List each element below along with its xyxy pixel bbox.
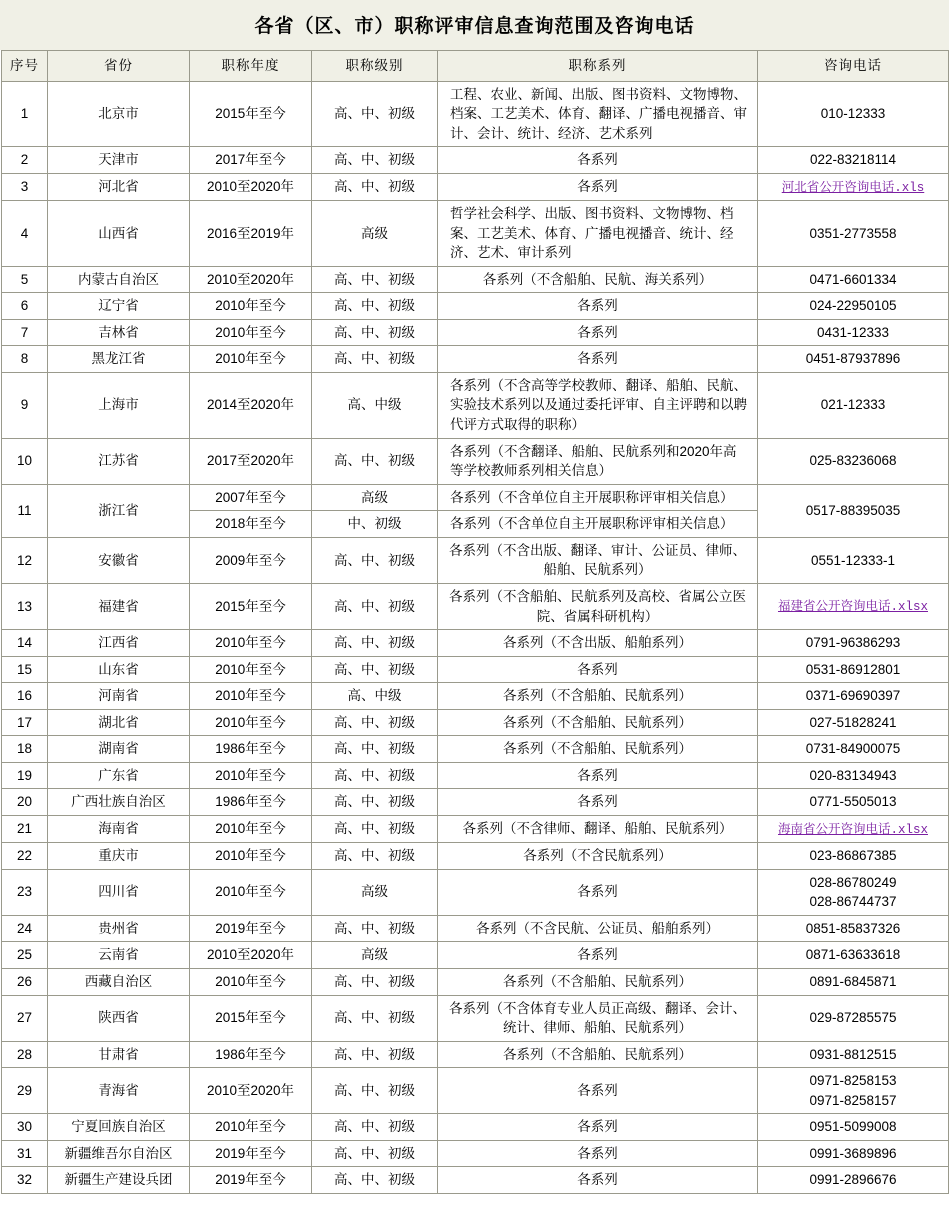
cell-province: 天津市 (48, 147, 190, 174)
cell-no: 16 (2, 683, 48, 710)
phone-number: 020-83134943 (809, 767, 897, 783)
cell-year: 2010年至今 (190, 683, 312, 710)
cell-no: 32 (2, 1167, 48, 1194)
cell-year: 2009年至今 (190, 537, 312, 583)
phone-number: 029-87285575 (809, 1010, 897, 1026)
cell-phone (758, 1114, 949, 1141)
cell-province: 贵州省 (48, 915, 190, 942)
cell-level: 高、中级 (312, 372, 438, 438)
table-row (2, 346, 949, 373)
phone-number: 0771-5505013 (809, 794, 897, 810)
cell-level: 高、中、初级 (312, 1041, 438, 1068)
cell-year: 2010年至今 (190, 762, 312, 789)
cell-year: 2010年至今 (190, 293, 312, 320)
cell-level: 高、中、初级 (312, 537, 438, 583)
cell-phone (758, 995, 949, 1041)
cell-series: 各系列（不含船舶、民航系列） (438, 1041, 758, 1068)
cell-level: 中、初级 (312, 511, 438, 538)
cell-no: 1 (2, 81, 48, 147)
cell-phone (758, 656, 949, 683)
cell-series: 各系列（不含船舶、民航、海关系列） (438, 266, 758, 293)
cell-series: 各系列 (438, 762, 758, 789)
phone-number: 0971-8258153 (809, 1073, 897, 1089)
cell-series: 各系列 (438, 869, 758, 915)
cell-no: 23 (2, 869, 48, 915)
cell-series: 各系列（不含船舶、民航系列） (438, 968, 758, 995)
phone-number: 0371-69690397 (805, 688, 901, 704)
column-header-phone: 咨询电话 (758, 51, 949, 82)
cell-phone[interactable] (758, 173, 949, 200)
phone-number: 0451-87937896 (805, 351, 901, 367)
cell-level: 高级 (312, 942, 438, 969)
cell-no: 4 (2, 200, 48, 266)
cell-series: 各系列 (438, 1167, 758, 1194)
column-header-level: 职称级别 (312, 51, 438, 82)
phone-number: 0951-5099008 (809, 1119, 897, 1135)
table-row (2, 583, 949, 629)
cell-level: 高、中、初级 (312, 1140, 438, 1167)
cell-year: 2010年至今 (190, 656, 312, 683)
cell-series: 各系列（不含船舶、民航系列） (438, 709, 758, 736)
column-header-no: 序号 (2, 51, 48, 82)
cell-province: 北京市 (48, 81, 190, 147)
cell-level: 高、中、初级 (312, 81, 438, 147)
cell-phone (758, 709, 949, 736)
cell-phone (758, 942, 949, 969)
cell-no: 13 (2, 583, 48, 629)
cell-phone (758, 293, 949, 320)
cell-no: 19 (2, 762, 48, 789)
cell-province: 西藏自治区 (48, 968, 190, 995)
cell-year: 2017年至今 (190, 147, 312, 174)
cell-province: 安徽省 (48, 537, 190, 583)
cell-level: 高、中、初级 (312, 762, 438, 789)
cell-level: 高、中、初级 (312, 995, 438, 1041)
cell-level: 高、中、初级 (312, 915, 438, 942)
cell-series: 各系列（不含律师、翻译、船舶、民航系列） (438, 816, 758, 843)
cell-level: 高级 (312, 200, 438, 266)
cell-no: 14 (2, 630, 48, 657)
cell-series: 各系列 (438, 1114, 758, 1141)
table-row (2, 736, 949, 763)
cell-level: 高、中、初级 (312, 630, 438, 657)
cell-phone (758, 346, 949, 373)
cell-year: 2010年至今 (190, 1114, 312, 1141)
cell-province: 河南省 (48, 683, 190, 710)
cell-year: 2010年至今 (190, 869, 312, 915)
cell-year: 2010年至今 (190, 843, 312, 870)
cell-no: 5 (2, 266, 48, 293)
table-row (2, 968, 949, 995)
cell-province: 上海市 (48, 372, 190, 438)
table-row (2, 942, 949, 969)
cell-phone (758, 484, 949, 537)
cell-series: 各系列 (438, 173, 758, 200)
table-header-row (2, 51, 949, 82)
cell-phone (758, 81, 949, 147)
table-row (2, 995, 949, 1041)
table-row (2, 843, 949, 870)
cell-series: 各系列（不含翻译、船舶、民航系列和2020年高等学校教师系列相关信息） (438, 438, 758, 484)
cell-year: 1986年至今 (190, 789, 312, 816)
cell-no: 11 (2, 484, 48, 537)
cell-year: 2010年至今 (190, 346, 312, 373)
phone-number: 0851-85837326 (805, 920, 901, 936)
table-row (2, 1140, 949, 1167)
table-row (2, 147, 949, 174)
cell-phone (758, 968, 949, 995)
cell-level: 高、中、初级 (312, 656, 438, 683)
cell-level: 高、中级 (312, 683, 438, 710)
table-row (2, 915, 949, 942)
cell-phone (758, 683, 949, 710)
cell-no: 22 (2, 843, 48, 870)
cell-series: 各系列（不含高等学校教师、翻译、船舶、民航、实验技术系列以及通过委托评审、自主评聘和以聘代评方式取得的职称） (438, 372, 758, 438)
cell-province: 广东省 (48, 762, 190, 789)
table-row (2, 372, 949, 438)
cell-year: 2015年至今 (190, 81, 312, 147)
phone-number-secondary: 0971-8258157 (809, 1092, 897, 1108)
cell-phone (758, 630, 949, 657)
cell-level: 高、中、初级 (312, 816, 438, 843)
cell-series: 各系列（不含出版、翻译、审计、公证员、律师、船舶、民航系列） (438, 537, 758, 583)
cell-no: 2 (2, 147, 48, 174)
column-header-series: 职称系列 (438, 51, 758, 82)
table-row (2, 816, 949, 843)
cell-no: 20 (2, 789, 48, 816)
table-row (2, 81, 949, 147)
cell-year: 2010年至今 (190, 319, 312, 346)
cell-level: 高、中、初级 (312, 789, 438, 816)
cell-phone (758, 789, 949, 816)
cell-level: 高、中、初级 (312, 266, 438, 293)
phone-number: 0991-3689896 (809, 1145, 897, 1161)
cell-phone[interactable] (758, 583, 949, 629)
cell-level: 高、中、初级 (312, 843, 438, 870)
cell-series: 各系列 (438, 1068, 758, 1114)
cell-year: 2019年至今 (190, 915, 312, 942)
cell-year: 2010年至今 (190, 968, 312, 995)
cell-no: 27 (2, 995, 48, 1041)
phone-number: 021-12333 (820, 397, 886, 413)
column-header-province: 省份 (48, 51, 190, 82)
cell-level: 高、中、初级 (312, 736, 438, 763)
table-row (2, 1068, 949, 1114)
cell-phone (758, 736, 949, 763)
cell-level: 高、中、初级 (312, 709, 438, 736)
phone-number: 0991-2896676 (809, 1172, 897, 1188)
table-row (2, 266, 949, 293)
cell-phone (758, 372, 949, 438)
cell-level: 高、中、初级 (312, 968, 438, 995)
cell-phone (758, 1140, 949, 1167)
cell-province: 甘肃省 (48, 1041, 190, 1068)
cell-no: 31 (2, 1140, 48, 1167)
phone-list-link[interactable]: 福建省公开咨询电话.xlsx (777, 600, 928, 615)
cell-no: 25 (2, 942, 48, 969)
cell-no: 28 (2, 1041, 48, 1068)
cell-series: 各系列（不含船舶、民航系列） (438, 736, 758, 763)
cell-province: 新疆生产建设兵团 (48, 1167, 190, 1194)
phone-number: 0871-63633618 (805, 947, 901, 963)
column-header-year: 职称年度 (190, 51, 312, 82)
cell-phone (758, 537, 949, 583)
table-row (2, 762, 949, 789)
cell-phone (758, 200, 949, 266)
table-row (2, 709, 949, 736)
cell-province: 福建省 (48, 583, 190, 629)
phone-list-link[interactable]: 海南省公开咨询电话.xlsx (777, 823, 928, 837)
cell-phone (758, 438, 949, 484)
cell-phone (758, 1167, 949, 1194)
cell-year: 1986年至今 (190, 1041, 312, 1068)
phone-number: 0731-84900075 (805, 741, 901, 757)
cell-level: 高、中、初级 (312, 438, 438, 484)
cell-phone (758, 869, 949, 915)
phone-number: 0891-6845871 (809, 973, 897, 989)
cell-year: 2010年至今 (190, 709, 312, 736)
cell-level: 高、中、初级 (312, 1167, 438, 1194)
cell-province: 湖南省 (48, 736, 190, 763)
cell-year: 2010至2020年 (190, 1068, 312, 1114)
cell-province: 山西省 (48, 200, 190, 266)
info-table (1, 50, 949, 1194)
cell-no: 3 (2, 173, 48, 200)
table-row (2, 484, 949, 511)
phone-number: 0931-8812515 (809, 1046, 897, 1062)
cell-series: 各系列（不含体育专业人员正高级、翻译、会计、统计、律师、船舶、民航系列） (438, 995, 758, 1041)
cell-province: 广西壮族自治区 (48, 789, 190, 816)
cell-series: 各系列 (438, 147, 758, 174)
cell-year: 2007年至今 (190, 484, 312, 511)
cell-level: 高、中、初级 (312, 293, 438, 320)
cell-series: 各系列 (438, 346, 758, 373)
cell-year: 2015年至今 (190, 995, 312, 1041)
table-body (2, 81, 949, 1193)
table-row (2, 869, 949, 915)
cell-level: 高级 (312, 484, 438, 511)
table-row (2, 537, 949, 583)
cell-no: 15 (2, 656, 48, 683)
cell-phone (758, 1068, 949, 1114)
phone-number: 010-12333 (820, 106, 886, 122)
phone-number: 025-83236068 (809, 453, 897, 469)
table-row (2, 200, 949, 266)
cell-year: 2010年至今 (190, 816, 312, 843)
phone-number: 0351-2773558 (809, 225, 897, 241)
cell-province: 辽宁省 (48, 293, 190, 320)
cell-series: 各系列 (438, 656, 758, 683)
cell-phone (758, 147, 949, 174)
cell-phone (758, 762, 949, 789)
cell-no: 30 (2, 1114, 48, 1141)
phone-number: 028-86780249 (809, 874, 897, 890)
phone-number: 022-83218114 (809, 152, 897, 168)
cell-level: 高、中、初级 (312, 346, 438, 373)
cell-province: 宁夏回族自治区 (48, 1114, 190, 1141)
cell-province: 四川省 (48, 869, 190, 915)
cell-year: 2019年至今 (190, 1167, 312, 1194)
phone-number: 0471-6601334 (809, 271, 897, 287)
phone-number: 027-51828241 (809, 714, 897, 730)
phone-number: 0517-88395035 (805, 502, 901, 518)
cell-province: 云南省 (48, 942, 190, 969)
cell-no: 29 (2, 1068, 48, 1114)
table-row (2, 1167, 949, 1194)
cell-year: 2014至2020年 (190, 372, 312, 438)
cell-province: 江苏省 (48, 438, 190, 484)
cell-phone (758, 915, 949, 942)
cell-year: 2010至2020年 (190, 173, 312, 200)
cell-no: 9 (2, 372, 48, 438)
cell-no: 7 (2, 319, 48, 346)
cell-no: 24 (2, 915, 48, 942)
cell-no: 21 (2, 816, 48, 843)
cell-province: 陕西省 (48, 995, 190, 1041)
cell-no: 6 (2, 293, 48, 320)
cell-no: 8 (2, 346, 48, 373)
cell-province: 湖北省 (48, 709, 190, 736)
cell-series: 各系列（不含单位自主开展职称评审相关信息） (438, 511, 758, 538)
cell-province: 河北省 (48, 173, 190, 200)
cell-level: 高、中、初级 (312, 147, 438, 174)
cell-year: 1986年至今 (190, 736, 312, 763)
cell-province: 黑龙江省 (48, 346, 190, 373)
table-row (2, 438, 949, 484)
cell-series: 各系列 (438, 789, 758, 816)
cell-series: 各系列（不含船舶、民航系列） (438, 683, 758, 710)
phone-number-secondary: 028-86744737 (809, 894, 897, 910)
cell-phone (758, 319, 949, 346)
phone-number: 0531-86912801 (805, 661, 901, 677)
cell-level: 高、中、初级 (312, 173, 438, 200)
cell-province: 青海省 (48, 1068, 190, 1114)
cell-series: 各系列（不含船舶、民航系列及高校、省属公立医院、省属科研机构） (438, 583, 758, 629)
cell-year: 2016至2019年 (190, 200, 312, 266)
cell-series: 各系列 (438, 319, 758, 346)
cell-year: 2019年至今 (190, 1140, 312, 1167)
cell-province: 重庆市 (48, 843, 190, 870)
cell-level: 高级 (312, 869, 438, 915)
cell-province: 江西省 (48, 630, 190, 657)
table-row (2, 1041, 949, 1068)
page-title: 各省（区、市）职称评审信息查询范围及咨询电话 (0, 0, 949, 50)
cell-no: 10 (2, 438, 48, 484)
cell-series: 各系列 (438, 942, 758, 969)
cell-phone (758, 266, 949, 293)
phone-number: 024-22950105 (809, 298, 897, 314)
cell-phone (758, 843, 949, 870)
cell-series: 各系列（不含出版、船舶系列） (438, 630, 758, 657)
cell-phone[interactable] (758, 816, 949, 843)
cell-province: 浙江省 (48, 484, 190, 537)
cell-no: 12 (2, 537, 48, 583)
cell-year: 2018年至今 (190, 511, 312, 538)
cell-no: 18 (2, 736, 48, 763)
cell-province: 新疆维吾尔自治区 (48, 1140, 190, 1167)
cell-series: 各系列 (438, 293, 758, 320)
cell-series: 各系列（不含民航、公证员、船舶系列） (438, 915, 758, 942)
phone-number: 0791-96386293 (805, 635, 901, 651)
cell-province: 山东省 (48, 656, 190, 683)
phone-number: 023-86867385 (809, 848, 897, 864)
cell-series: 各系列 (438, 1140, 758, 1167)
table-row (2, 683, 949, 710)
cell-year: 2015年至今 (190, 583, 312, 629)
table-row (2, 630, 949, 657)
table-row (2, 319, 949, 346)
table-row (2, 1114, 949, 1141)
table-row (2, 293, 949, 320)
table-row (2, 173, 949, 200)
cell-phone (758, 1041, 949, 1068)
cell-province: 内蒙古自治区 (48, 266, 190, 293)
cell-series: 各系列（不含民航系列） (438, 843, 758, 870)
phone-number: 0431-12333 (816, 324, 890, 340)
cell-year: 2010至2020年 (190, 266, 312, 293)
cell-year: 2010年至今 (190, 630, 312, 657)
cell-province: 吉林省 (48, 319, 190, 346)
cell-province: 海南省 (48, 816, 190, 843)
cell-level: 高、中、初级 (312, 1068, 438, 1114)
table-row (2, 789, 949, 816)
cell-series: 工程、农业、新闻、出版、图书资料、文物博物、档案、工艺美术、体育、翻译、广播电视播音、审计、会计、统计、经济、艺术系列 (438, 81, 758, 147)
cell-no: 26 (2, 968, 48, 995)
cell-level: 高、中、初级 (312, 319, 438, 346)
cell-level: 高、中、初级 (312, 1114, 438, 1141)
cell-year: 2017至2020年 (190, 438, 312, 484)
table-row (2, 656, 949, 683)
cell-year: 2010至2020年 (190, 942, 312, 969)
cell-series: 哲学社会科学、出版、图书资料、文物博物、档案、工艺美术、体育、广播电视播音、统计、经济、艺术、审计系列 (438, 200, 758, 266)
phone-number: 0551-12333-1 (810, 552, 896, 568)
cell-no: 17 (2, 709, 48, 736)
cell-series: 各系列（不含单位自主开展职称评审相关信息） (438, 484, 758, 511)
cell-level: 高、中、初级 (312, 583, 438, 629)
phone-list-link[interactable]: 河北省公开咨询电话.xls (781, 180, 925, 195)
